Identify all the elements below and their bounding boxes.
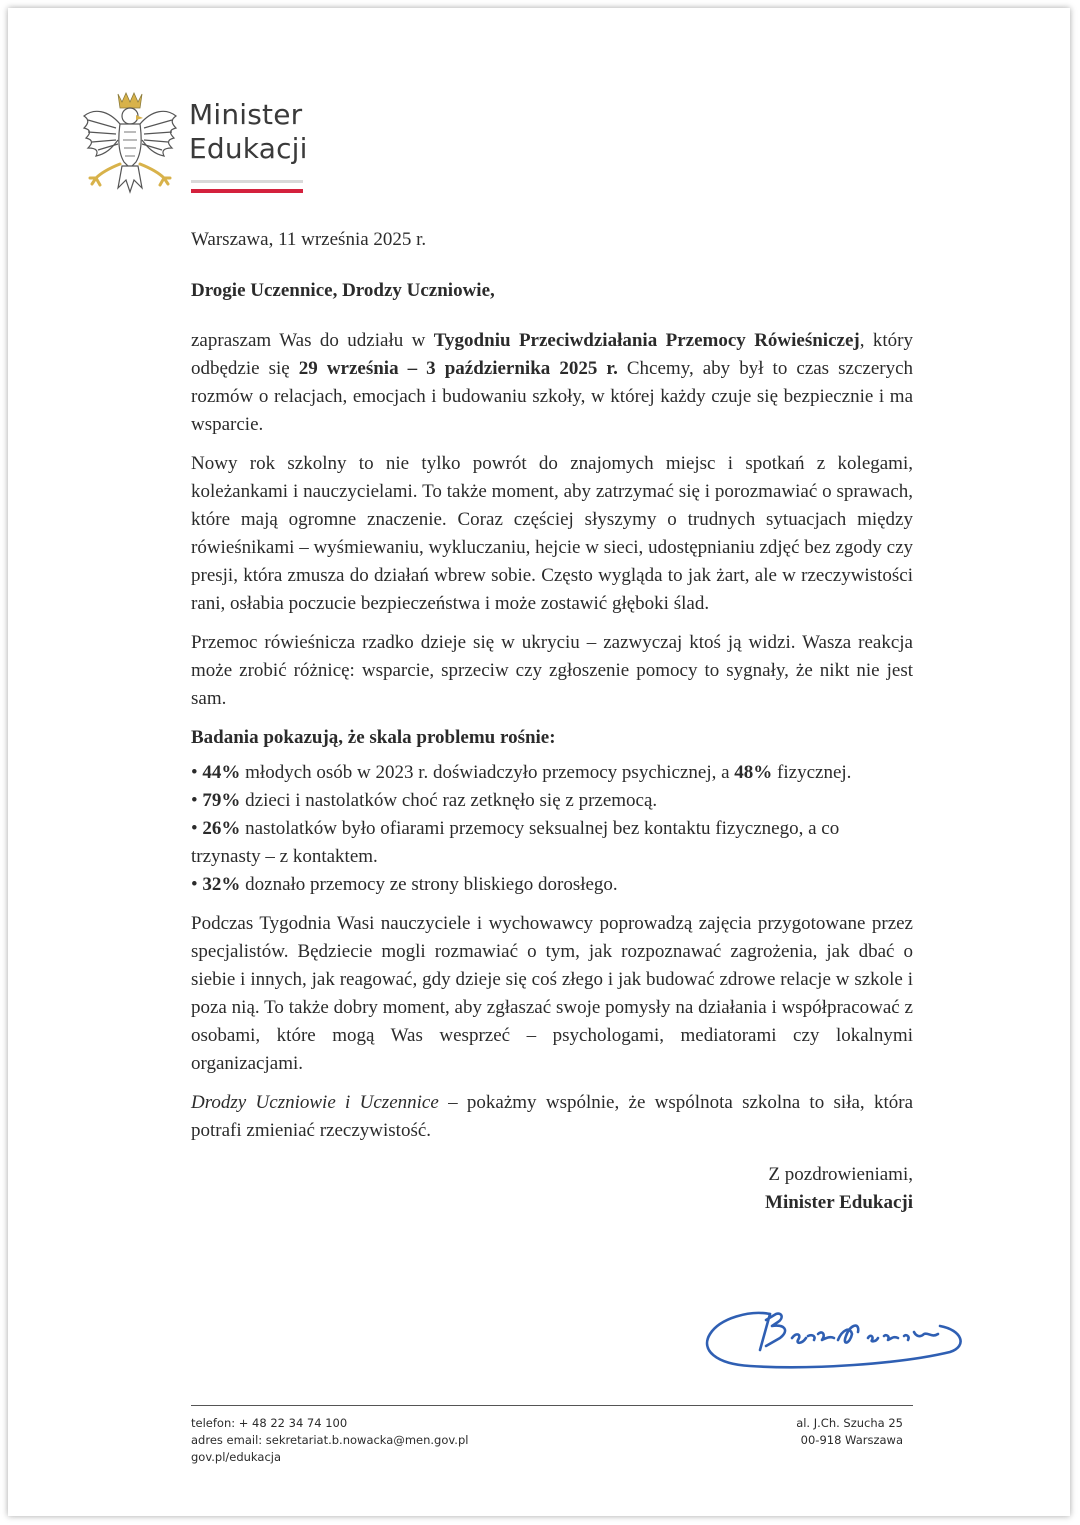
stat-value: 26% [202, 818, 241, 839]
stat-value: 32% [202, 874, 241, 895]
stats-heading: Badania pokazują, że skala problemu rośnie: [191, 727, 556, 748]
flag-stripe-red [191, 189, 303, 193]
bullet: • [191, 762, 203, 783]
paragraph-invitation [191, 327, 913, 439]
letter-date: Warszawa, 11 września 2025 r. [191, 229, 427, 250]
p1-text-c: , który odbędzie się [191, 330, 913, 379]
paragraph-reaction: Przemoc rówieśnicza rzadko dzieje się w ukryciu – zazwyczaj ktoś ją widzi. Wasza reakcja może zrobić różnicę: wsparcie, sprzeciw czy zgłoszenie pomocy to sygnały, że nikt nie jest sam. [191, 632, 913, 709]
polish-eagle-icon [80, 88, 180, 198]
bullet: • [191, 818, 203, 839]
stats-list [191, 759, 913, 899]
paragraph-closing [191, 1089, 913, 1145]
p1-text-e: Chcemy, aby był to czas szczerych rozmów o relacjach, emocjach i budowaniu szkoły, w której każdy czuje się bezpiecznie i ma wsparcie. [191, 358, 914, 435]
footer-address-line2: 00-918 Warszawa [800, 1433, 903, 1447]
event-dates: 29 września – 3 października 2025 r. [298, 358, 618, 379]
letter-greeting: Drogie Uczennice, Drodzy Uczniowie, [191, 280, 495, 301]
stat-value: 79% [202, 790, 241, 811]
handwritten-signature-icon [700, 1300, 970, 1380]
bullet: • [191, 874, 203, 895]
closing-text: – pokażmy wspólnie, że wspólnota szkolna to siła, która potrafi zmieniać rzeczywistość. [191, 1092, 913, 1141]
footer-web: gov.pl/edukacja [191, 1450, 282, 1464]
paragraph-week-activities: Podczas Tygodnia Wasi nauczyciele i wychowawcy poprowadzą zajęcia przygotowane przez specjalistów. Będziecie mogli rozmawiać o tym, jak rozpoznawać zagrożenia, jak dbać o siebie i innych, jak reagować, gdy dzieje się coś złego i jak budować zdrowe relacje w szkole i poza nią. To także dobry moment, aby zgłaszać swoje pomysły na działania i współpracować z osobami, które mogą Was wesprzeć – psychologami, mediatorami czy lokalnymi organizacjami. [191, 913, 913, 1074]
stat-value: 44% [202, 762, 241, 783]
stat-text: doznało przemocy ze strony bliskiego dorosłego. [240, 874, 618, 895]
org-name-line2: Edukacji [189, 132, 308, 165]
stat-text: nastolatków było ofiarami przemocy seksualnej bez kontaktu fizycznego, a co trzynasty – z kontaktem. [191, 818, 840, 867]
org-name-line1: Minister [189, 98, 303, 131]
stat-text: fizycznej. [772, 762, 852, 783]
sign-off-block [191, 1161, 913, 1217]
list-item [191, 815, 913, 871]
footer-divider [191, 1405, 913, 1406]
closing-address: Drodzy Uczniowie i Uczennice [191, 1092, 439, 1113]
footer-contact [191, 1415, 468, 1466]
sign-off: Z pozdrowieniami, [768, 1164, 913, 1185]
event-name: Tygodniu Przeciwdziałania Przemocy Rówieśniczej [433, 330, 860, 351]
letter-body [191, 226, 913, 1217]
p1-text-a: zapraszam Was do udziału w [191, 330, 434, 351]
footer-email: adres email: sekretariat.b.nowacka@men.gov.pl [191, 1433, 469, 1447]
footer-address-line1: al. J.Ch. Szucha 25 [796, 1416, 903, 1430]
footer-address [793, 1415, 903, 1449]
stat-text: dzieci i nastolatków choć raz zetknęło się z przemocą. [240, 790, 658, 811]
list-item [191, 787, 913, 815]
paragraph-school-year: Nowy rok szkolny to nie tylko powrót do znajomych miejsc i spotkań z kolegami, koleżankami i nauczycielami. To także moment, aby zatrzymać się i porozmawiać o sprawach, które mają ogromne znaczenie. Coraz częściej słyszymy o trudnych sytuacjach między rówieśnikami – wyśmiewaniu, wykluczaniu, hejcie w sieci, udostępnianiu zdjęć bez zgody czy presji, która zmusza do działań wbrew sobie. Często wygląda to jak żart, ale w rzeczywistości rani, osłabia poczucie bezpieczeństwa i może zostawić głęboki ślad. [191, 453, 913, 614]
sign-title: Minister Edukacji [765, 1192, 913, 1213]
stat-value: 48% [734, 762, 773, 783]
stat-text: młodych osób w 2023 r. doświadczyło przemocy psychicznej, a [240, 762, 735, 783]
list-item [191, 759, 913, 787]
bullet: • [191, 790, 203, 811]
letterhead [80, 84, 320, 199]
flag-stripe-white [191, 180, 303, 183]
footer-phone: telefon: + 48 22 34 74 100 [191, 1416, 348, 1430]
list-item [191, 871, 913, 899]
